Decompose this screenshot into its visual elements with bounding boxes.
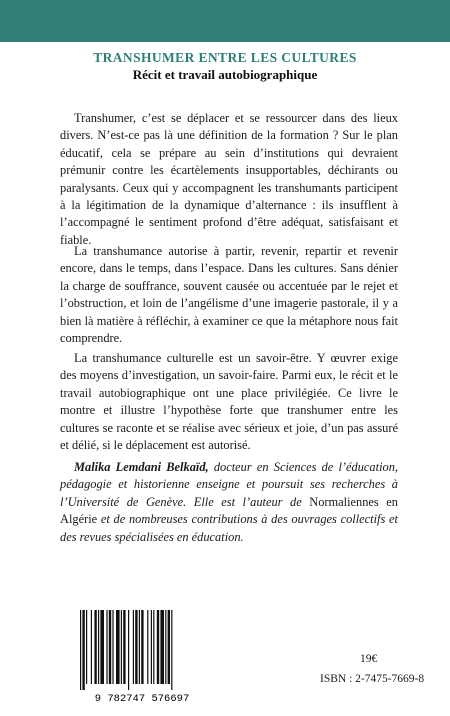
barcode-bar xyxy=(91,610,92,684)
top-color-band xyxy=(0,0,450,42)
barcode-bar xyxy=(86,610,87,684)
bio-text-2: et de nombreuses contributions à des ouvrages collectifs et des revues spécialisées en éducation. xyxy=(60,512,398,544)
barcode-bar xyxy=(98,610,99,684)
author-name: Malika Lemdani Belkaïd, xyxy=(74,460,209,474)
barcode-bar xyxy=(116,610,120,684)
barcode-digits: 9 782747 576697 xyxy=(94,693,190,704)
price: 19€ xyxy=(360,653,378,665)
barcode-bar xyxy=(80,610,81,690)
barcode-bar xyxy=(135,610,137,684)
barcode-bar xyxy=(151,610,152,684)
summary-paragraph-1: Transhumer, c’est se déplacer et se ressourcer dans des lieux divers. N’est-ce pas là une définition de la formation ? Sur le plan éducatif, cela se prépare au sein d’institutions qui devraient prémunir contre les écartèlements insupportables, déchirants ou paralysants. Ceux qui y accompagnent les transhumants participent à la légitimation de la dynamique d’alternance : ils insufflent à l’accompagné le sentiment profond d’être adéquat, satisfaisant et fiable. xyxy=(60,111,398,247)
barcode-bar xyxy=(82,610,84,690)
barcode-bar xyxy=(171,610,172,690)
barcode-bar xyxy=(94,610,96,684)
barcode-bar xyxy=(139,610,140,684)
author-bio xyxy=(60,459,398,546)
book-subtitle: Récit et travail autobiographique xyxy=(132,67,318,82)
barcode-bar xyxy=(157,610,159,684)
summary-paragraph-2: La transhumance autorise à partir, revenir, repartir et revenir encore, dans le temps, dans l’espace. Dans les cultures. Sans dénier la charge de souffrance, souvent causée ou accentuée par le rejet et l’obstruction, et loin de l’angélisme d’une imagerie pastorale, il y a bien là matière à réfléchir, à examiner ce que la métaphore nous fait comprendre. xyxy=(60,244,398,346)
barcode-bar xyxy=(106,610,107,684)
barcode-bar xyxy=(133,610,134,684)
barcode-bar xyxy=(128,610,129,690)
barcode-bar xyxy=(153,610,154,684)
barcode-bar xyxy=(168,610,170,684)
barcode-bar xyxy=(165,610,166,684)
bio-text-1: docteur en Sciences de l’éducation, pédagogie et historienne enseigne et poursuit ses recherches à l’Université de Genève. Elle est l’auteur de xyxy=(60,460,398,509)
barcode-bar xyxy=(112,610,113,684)
book-title: TRANSHUMER ENTRE LES CULTURES xyxy=(93,50,357,65)
summary-paragraph-3: La transhumance culturelle est un savoir-être. Y œuvrer exige des moyens d’investigation, un savoir-faire. Parmi eux, le récit et le travail autobiographique ont une place privilégiée. Ce livre le montre et illustre l’hypothèse forte que transhumer entre les cultures se raconte et se réalise avec sérieux et joie, d’un pas assuré et délié, si le déplacement est autorisé. xyxy=(60,351,398,453)
barcode-bar xyxy=(160,610,164,684)
isbn: ISBN : 2-7475-7669-8 xyxy=(320,673,425,685)
barcode-bar xyxy=(121,610,122,684)
barcode-bar xyxy=(123,610,125,684)
barcode-bar xyxy=(100,610,104,684)
barcode-bar xyxy=(141,610,143,684)
barcode-bar xyxy=(109,610,111,684)
barcode-bars xyxy=(80,610,172,690)
bio-book-title: Normaliennes en Algérie xyxy=(60,494,398,527)
barcode xyxy=(74,608,210,704)
barcode-bar xyxy=(147,610,148,684)
